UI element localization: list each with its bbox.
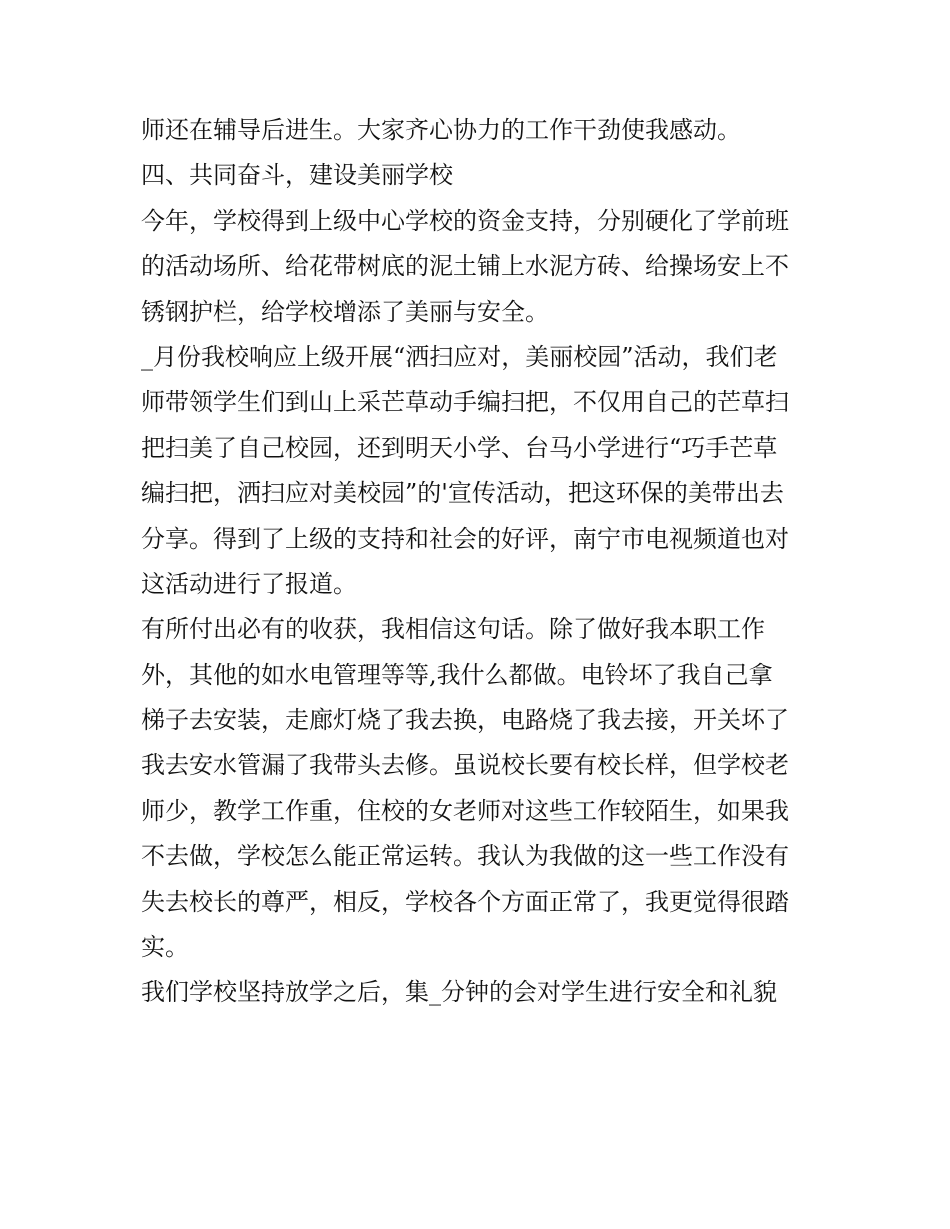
text-line: 有所付出必有的收获，我相信这句话。除了做好我本职工作	[141, 615, 765, 644]
text-line: 编扫把，洒扫应对美校园”的'宣传活动，把这环保的美带出去	[141, 479, 784, 508]
text-line: 师还在辅导后进生。大家齐心协力的工作干劲使我感动。	[141, 116, 741, 144]
text-line: 锈钢护栏，给学校增添了美丽与安全。	[141, 297, 549, 326]
text-line: _月份我校响应上级开展“洒扫应对，美丽校园”活动，我们老	[141, 342, 778, 371]
text-line: 把扫美了自己校园，还到明天小学、台马小学进行“巧手芒草	[141, 433, 778, 462]
text-line: 师少，教学工作重，住校的女老师对这些工作较陌生，如果我	[141, 796, 789, 825]
text-line: 我们学校坚持放学之后，集_分钟的会对学生进行安全和礼貌	[141, 978, 777, 1007]
document-body	[141, 108, 821, 1016]
text-line: 师带领学生们到山上采芒草动手编扫把，不仅用自己的芒草扫	[141, 388, 789, 417]
text-line: 不去做，学校怎么能正常运转。我认为我做的这一些工作没有	[141, 842, 789, 871]
text-line: 梯子去安装，走廊灯烧了我去换，电路烧了我去接，开关坏了	[141, 706, 789, 735]
text-line: 今年，学校得到上级中心学校的资金支持，分别硬化了学前班	[141, 206, 789, 235]
text-line: 分享。得到了上级的支持和社会的好评，南宁市电视频道也对	[141, 524, 789, 553]
text-line: 失去校长的尊严，相反，学校各个方面正常了，我更觉得很踏	[141, 887, 789, 916]
text-line: 的活动场所、给花带树底的泥土铺上水泥方砖、给操场安上不	[141, 252, 789, 281]
text-line: 我去安水管漏了我带头去修。虽说校长要有校长样，但学校老	[141, 751, 789, 780]
text-line: 这活动进行了报道。	[141, 569, 357, 598]
text-line: 外，其他的如水电管理等等,我什么都做。电铃坏了我自己拿	[141, 660, 773, 689]
text-line: 实。	[141, 933, 189, 962]
section-heading: 四、共同奋斗，建设美丽学校	[141, 161, 453, 190]
